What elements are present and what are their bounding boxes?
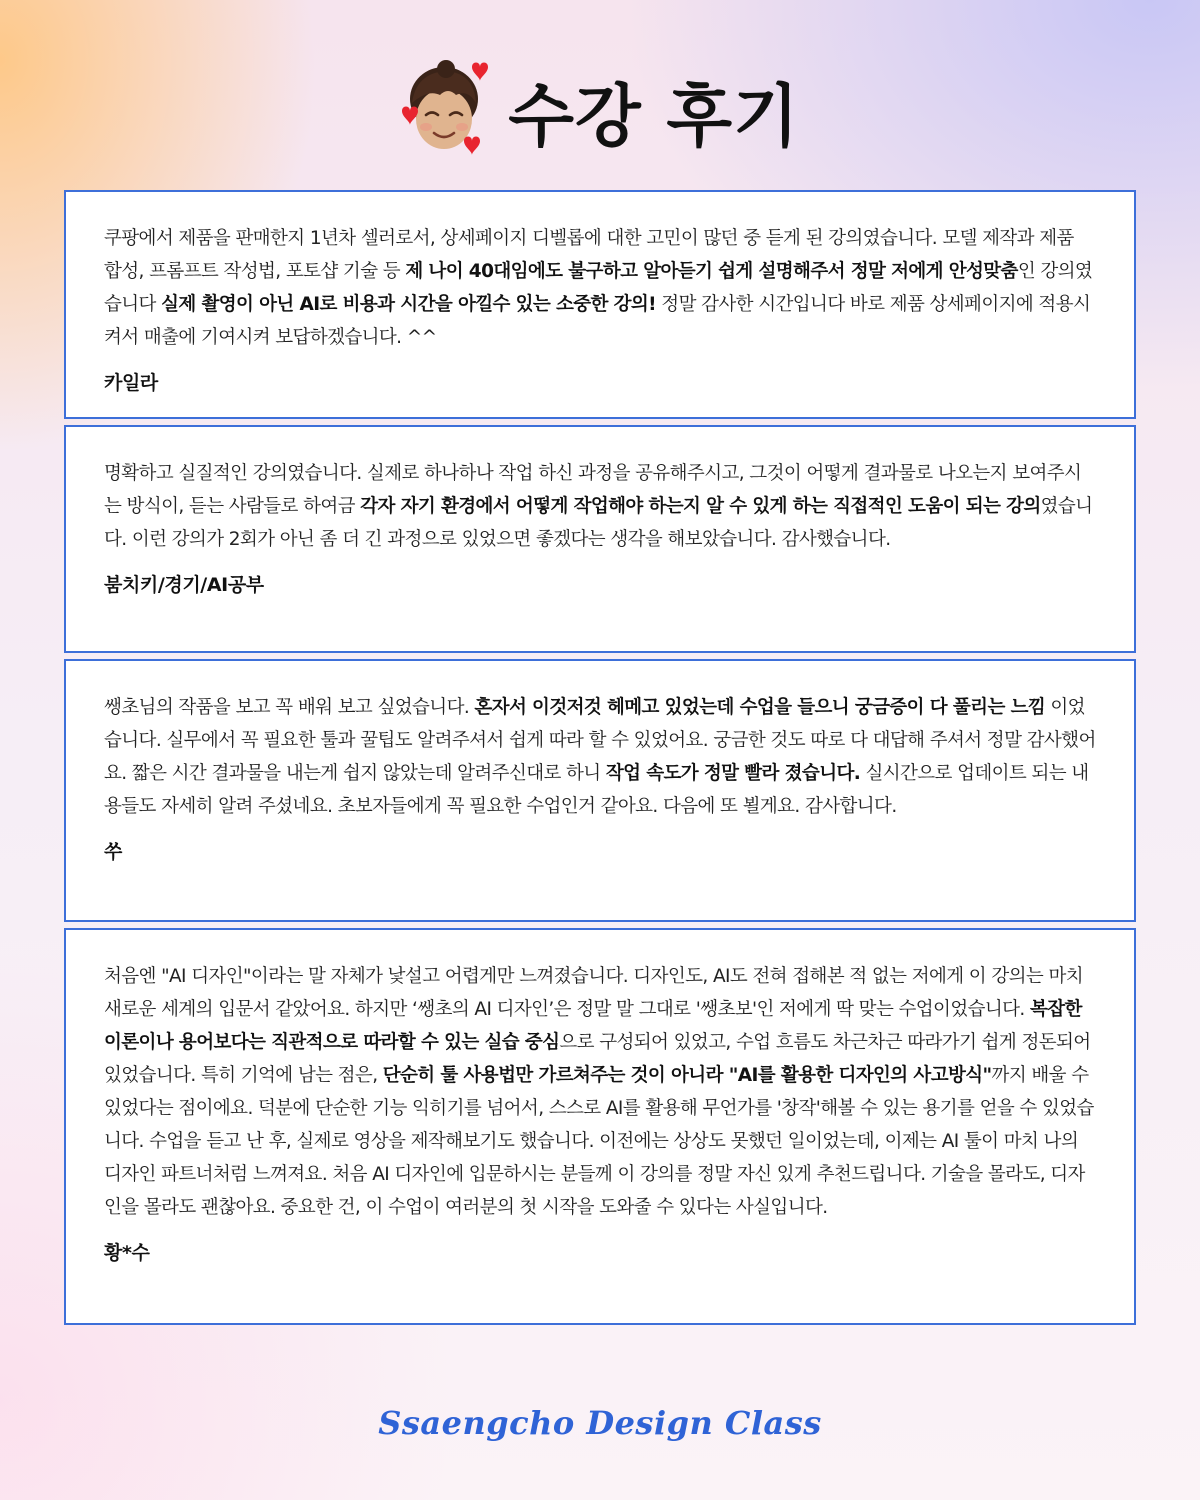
reviewer-name: 카일라 [104,372,158,394]
review-text [104,691,1096,823]
review-segment: 쌩초님의 작품을 보고 꼭 배워 보고 싶었습니다. [104,697,475,718]
page-title: 수강 후기 [508,77,800,157]
review-highlight: 작업 속도가 정말 빨라 졌습니다. [605,763,861,784]
review-card-3 [64,659,1136,922]
review-text [104,960,1096,1224]
review-highlight: 각자 자기 환경에서 어떻게 작업해야 하는지 알 수 있게 하는 직접적인 도움이 되는 강의 [360,496,1041,517]
review-segment: 으로 구성되어 있었고, 수업 흐름도 차근차근 따라가기 쉽게 정돈되어 있었습니다. 특히 기억에 남는 점은, [104,1032,1091,1086]
review-highlight: 복잡한 이론이나 용어보다는 직관적으로 따라할 수 있는 실습 중심 [104,999,1082,1053]
review-segment: 명확하고 실질적인 강의였습니다. 실제로 하나하나 작업 하신 과정을 공유해주시고, 그것이 어떻게 결과물로 나오는지 보여주시는 방식이, 듣는 사람들로 하여금 [104,463,1082,517]
reviewer-name: 붐치키/경기/AI공부 [104,574,264,596]
review-highlight: 단순히 툴 사용법만 가르쳐주는 것이 아니라 "AI를 활용한 디자인의 사고방식" [382,1065,992,1086]
review-highlight: 혼자서 이것저것 헤메고 있었는데 수업을 들으니 궁금증이 다 풀리는 느낌 [474,697,1046,718]
review-card-1 [64,190,1136,419]
reviewer-name: 쑤 [104,841,122,863]
reviewer-name: 황*수 [104,1242,150,1264]
review-segment: 정말 감사한 시간입니다 바로 제품 상세페이지에 적용시켜서 매출에 기여시켜 보답하겠습니다. ^^ [104,294,1091,348]
review-segment: 이었습니다. 실무에서 꼭 필요한 툴과 꿀팁도 알려주셔서 쉽게 따라 할 수 있었어요. 궁금한 것도 따로 다 대답해 주셔서 정말 감사했어요. 짧은 시간 결과물을 내는게 쉽지 않았는데 알려주신대로 하니 [104,697,1096,784]
review-text [104,457,1096,556]
review-segment: 였습니다. 이런 강의가 2회가 아닌 좀 더 긴 과정으로 있었으면 좋겠다는 생각을 해보았습니다. 감사했습니다. [104,496,1093,550]
review-segment: 실시간으로 업데이트 되는 내용들도 자세히 알려 주셨네요. 초보자들에게 꼭 필요한 수업인거 같아요. 다음에 또 뵐게요. 감사합니다. [104,763,1089,817]
review-segment: 처음엔 "AI 디자인"이라는 말 자체가 낯설고 어렵게만 느껴졌습니다. 디자인도, AI도 전혀 접해본 적 없는 저에게 이 강의는 마치 새로운 세계의 입문서 같았어요. 하지만 ‘쌩초의 AI 디자인’은 정말 말 그대로 '쌩초보'인 저에게 딱 맞는 수업이었습니다. [104,966,1083,1020]
page-header [0,56,1200,166]
review-segment: 까지 배울 수 있었다는 점이에요. 덕분에 단순한 기능 익히기를 넘어서, 스스로 AI를 활용해 무언가를 '창작'해볼 수 있는 용기를 얻을 수 있었습니다. 수업을 듣고 난 후, 실제로 영상을 제작해보기도 했습니다. 이전에는 상상도 못했던 일이었는데, 이제는 AI 툴이 마치 나의 디자인 파트너처럼 느껴져요. 처음 AI 디자인에 입문하시는 분들께 이 강의를 정말 자신 있게 추천드립니다. 기술을 몰라도, 디자인을 몰라도 괜찮아요. 중요한 건, 이 수업이 여러분의 첫 시작을 도와줄 수 있다는 사실입니다. [104,1065,1094,1218]
review-card-2 [64,425,1136,653]
review-highlight: 실제 촬영이 아닌 AI로 비용과 시간을 아낄수 있는 소중한 강의! [161,294,657,315]
review-segment: 인 강의였습니다 [104,261,1093,315]
memoji-avatar-icon [400,59,492,163]
brand-signature: Ssaengcho Design Class [378,1404,822,1442]
review-card-4 [64,928,1136,1325]
review-text [104,222,1096,354]
review-highlight: 제 나이 40대임에도 불구하고 알아듣기 쉽게 설명해주서 정말 저에게 안성맞춤 [405,261,1018,282]
review-segment: 쿠팡에서 제품을 판매한지 1년차 셀러로서, 상세페이지 디벨롭에 대한 고민이 많던 중 듣게 된 강의였습니다. 모델 제작과 제품 합성, 프롬프트 작성법, 포토샵 기술 등 [104,228,1074,282]
